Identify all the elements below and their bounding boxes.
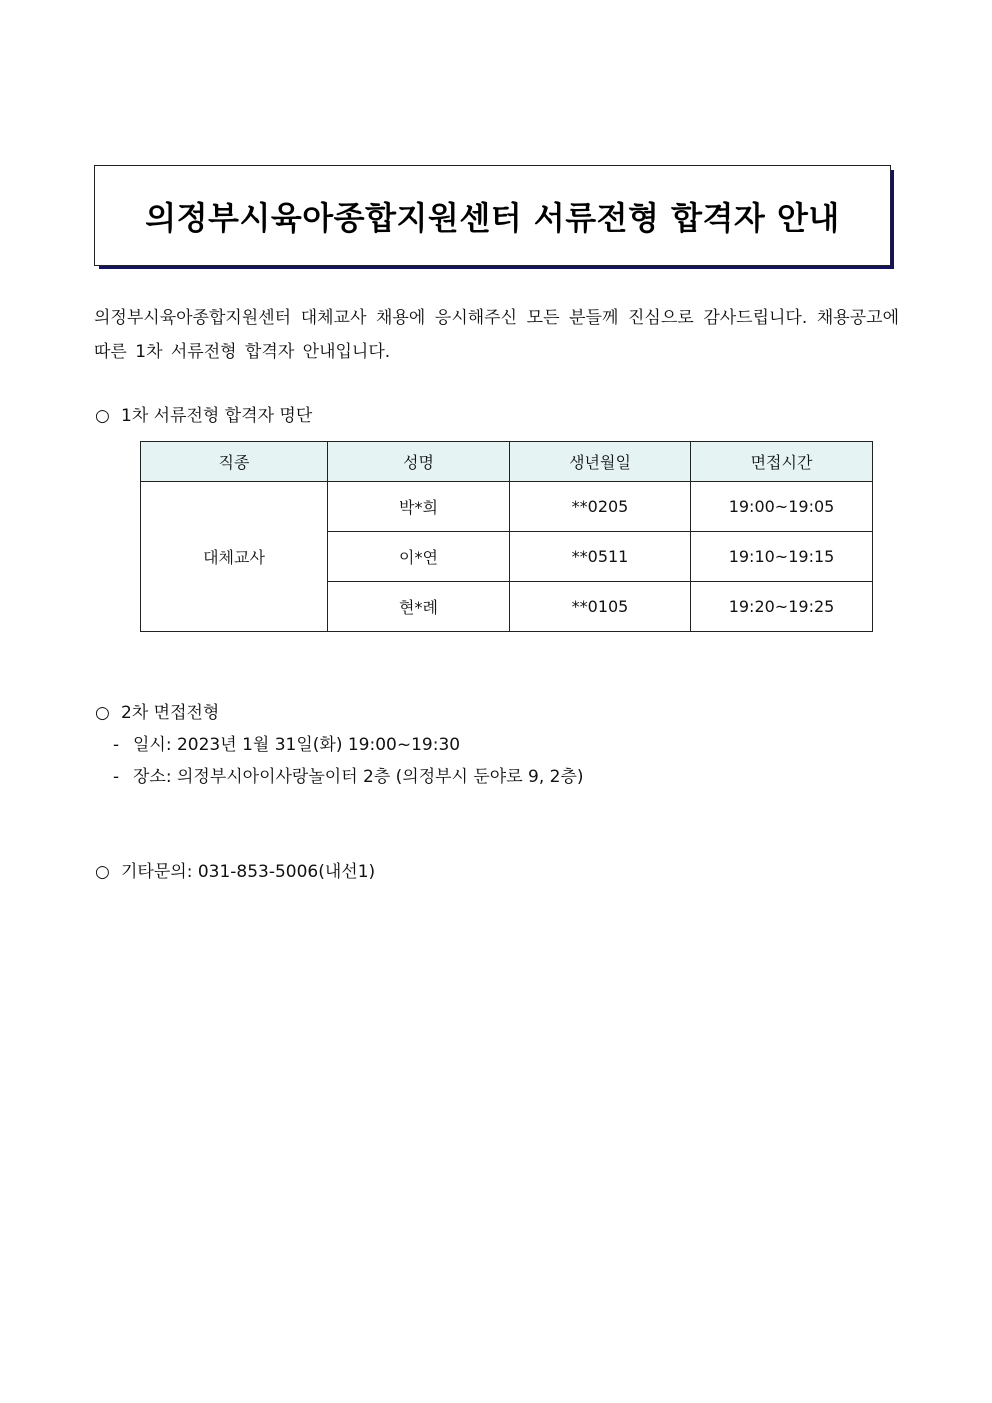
page-title: 의정부시육아종합지원센터 서류전형 합격자 안내 — [145, 198, 840, 237]
dash-bullet: - — [113, 735, 120, 755]
interview-place: 장소: 의정부시아이사랑놀이터 2층 (의정부시 둔야로 9, 2층) — [133, 767, 584, 787]
header-interview-time: 면접시간 — [691, 442, 873, 482]
title-box — [94, 165, 891, 266]
interview-place-line — [113, 762, 584, 787]
circle-bullet-icon: ○ — [95, 862, 110, 882]
section-1-heading — [95, 401, 312, 426]
section-1-title: 1차 서류전형 합격자 명단 — [121, 406, 313, 426]
cell-name: 현*례 — [328, 582, 510, 632]
section-2-heading — [95, 698, 219, 723]
cell-birth: **0205 — [510, 482, 691, 532]
cell-birth: **0105 — [510, 582, 691, 632]
cell-name: 박*희 — [328, 482, 510, 532]
circle-bullet-icon: ○ — [95, 406, 110, 426]
cell-time: 19:10~19:15 — [691, 532, 873, 582]
intro-paragraph: 의정부시육아종합지원센터 대체교사 채용에 응시해주신 모든 분들께 진심으로 감사드립니다. 채용공고에 따른 1차 서류전형 합격자 안내입니다. — [94, 308, 899, 362]
header-name: 성명 — [328, 442, 510, 482]
header-birth: 생년월일 — [510, 442, 691, 482]
table-header-row — [141, 442, 873, 482]
section-2-title: 2차 면접전형 — [121, 703, 220, 723]
circle-bullet-icon: ○ — [95, 703, 110, 723]
cell-birth: **0511 — [510, 532, 691, 582]
interview-date: 일시: 2023년 1월 31일(화) 19:00~19:30 — [133, 735, 461, 755]
table-row — [141, 482, 873, 532]
cell-time: 19:20~19:25 — [691, 582, 873, 632]
section-3-heading — [95, 857, 375, 882]
cell-time: 19:00~19:05 — [691, 482, 873, 532]
applicant-table — [140, 441, 873, 632]
header-job-type: 직종 — [141, 442, 328, 482]
dash-bullet: - — [113, 767, 120, 787]
cell-job-type: 대체교사 — [141, 482, 328, 632]
title-frame — [94, 165, 891, 266]
cell-name: 이*연 — [328, 532, 510, 582]
contact-info: 기타문의: 031-853-5006(내선1) — [121, 862, 376, 882]
interview-date-line — [113, 730, 460, 755]
